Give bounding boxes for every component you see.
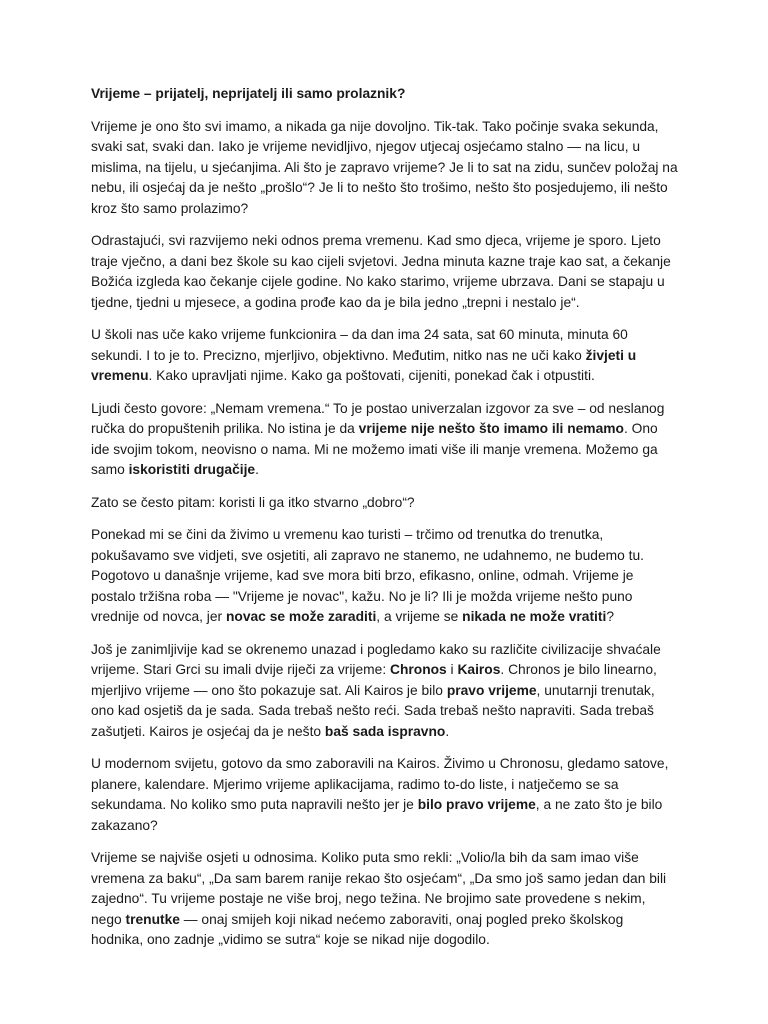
paragraph	[91, 399, 679, 481]
text-run: , unutarnji trenutak, ono kad osjetiš da je sada. Sada trebaš nešto reći. Sada trebaš nešto napraviti. Sada trebaš zašutjeti. Kairos je osjećaj da je nešto	[91, 682, 655, 739]
paragraph	[91, 325, 679, 387]
bold-text: bilo pravo vrijeme	[417, 797, 536, 812]
text-run: Još je zanimljivije kad se okrenemo unazad i pogledamo kako su različite civilizacije shvaćale vrijeme. Stari Grci su imali dvije riječi za vrijeme:	[91, 641, 661, 677]
paragraph	[91, 493, 679, 514]
text-run: Odrastajući, svi razvijemo neki odnos prema vremenu. Kad smo djeca, vrijeme je sporo. Ljeto traje vječno, a dani bez škole su kao cijeli svjetovi. Jedna minuta kazne traje kao sat, a čekanje Božića izgleda kao čekanje cijele godine. No kako starimo, vrijeme ubrzava. Dani se stapaju u tjedne, tjedni u mjesece, a godina prođe kao da je bila jedno „trepni i nestalo je“.	[91, 233, 671, 310]
text-run: U modernom svijetu, gotovo da smo zaboravili na Kairos. Živimo u Chronosu, gledamo satove, planere, kalendare. Mjerimo vrijeme aplikacijama, radimo to-do liste, i natječemo se sa sekundama. No koliko smo puta napravili nešto jer je	[91, 756, 669, 812]
text-run: , a vrijeme se	[376, 609, 463, 624]
text-run: .	[255, 462, 259, 477]
bold-text: nikada ne može vratiti	[462, 609, 607, 624]
text-run: Vrijeme se najviše osjeti u odnosima. Koliko puta smo rekli: „Volio/la bih da sam imao više vremena za baku“, „Da sam barem ranije rekao što osjećam“, „Da smo još samo jedan dan bili zajedno“. Tu vrijeme postaje ne više broj, nego težina. Ne brojimo sate provedene s nekim, nego	[91, 850, 667, 927]
bold-text: baš sada ispravno	[324, 723, 446, 739]
text-run: Zato se često pitam: koristi li ga itko stvarno „dobro“?	[91, 494, 415, 510]
document-page	[91, 84, 679, 963]
bold-text: Kairos	[457, 662, 501, 677]
paragraph	[91, 640, 679, 743]
paragraph	[91, 231, 679, 313]
paragraph	[91, 525, 679, 628]
text-run: Ljudi često govore: „Nemam vremena.“ To je postao univerzalan izgovor za sve – od neslanog ručka do propuštenih prilika. No istina je da	[91, 400, 665, 436]
document-title: Vrijeme – prijatelj, neprijatelj ili samo prolaznik?	[91, 86, 406, 101]
text-run: Vrijeme je ono što svi imamo, a nikada ga nije dovoljno. Tik-tak. Tako počinje svaka sekunda, svaki sat, svaki dan. Iako je vrijeme nevidljivo, njegov utjecaj osjećamo stalno — na licu, u mislima, na tijelu, u sjećanjima. Ali što je zapravo vrijeme? Je li to sat na zidu, sunčev položaj na nebu, ili osjećaj da je nešto „prošlo“? Je li to nešto što trošimo, nešto što posjedujemo, ili nešto kroz što samo prolazimo?	[91, 118, 678, 216]
bold-text: iskoristiti drugačije	[128, 462, 256, 477]
text-run: . Kako upravljati njime. Kako ga poštovati, cijeniti, ponekad čak i otpustiti.	[148, 368, 595, 383]
text-run: ?	[606, 609, 614, 624]
bold-text: Chronos	[390, 662, 447, 677]
paragraph	[91, 117, 679, 220]
paragraph	[91, 848, 679, 951]
text-run: . Ono ide svojim tokom, neovisno o nama. Mi ne možemo imati više ili manje vremena. Možemo ga samo	[91, 421, 658, 477]
bold-text: novac se može zaraditi	[225, 609, 377, 624]
text-run: U školi nas uče kako vrijeme funkcionira – da dan ima 24 sata, sat 60 minuta, minuta 60 sekundi. I to je to. Precizno, mjerljivo, objektivno. Međutim, nitko nas ne uči kako	[91, 327, 628, 363]
paragraph	[91, 754, 679, 836]
text-run: — onaj smijeh koji nikad nećemo zaboraviti, onaj pogled preko školskog hodnika, ono zadnje „vidimo se sutra“ koje se nikad nije dogodilo.	[91, 911, 624, 947]
bold-text: vrijeme nije nešto što imamo ili nemamo	[358, 421, 624, 436]
text-run: , a ne zato što je bilo zakazano?	[91, 797, 663, 833]
text-run: .	[445, 723, 450, 739]
bold-text: živjeti u vremenu	[91, 347, 637, 383]
text-run: . Chronos je bilo linearno, mjerljivo vrijeme — ono što pokazuje sat. Ali Kairos je bilo	[91, 662, 657, 698]
bold-text: pravo vrijeme	[446, 682, 537, 698]
bold-text: trenutke	[125, 911, 180, 927]
document-body	[91, 117, 679, 951]
text-run: Ponekad mi se čini da živimo u vremenu kao turisti – trčimo od trenutka do trenutka, pokušavamo sve vidjeti, sve osjetiti, ali zapravo ne stanemo, ne udahnemo, ne budemo tu. Pogotovo u današnje vrijeme, kad sve mora biti brzo, efikasno, online, odmah. Vrijeme je postalo tržišna roba — "Vrijeme je novac", kažu. No je li? Ili je možda vrijeme nešto puno vrednije od novca, jer	[91, 527, 644, 624]
text-run: i	[446, 662, 458, 677]
